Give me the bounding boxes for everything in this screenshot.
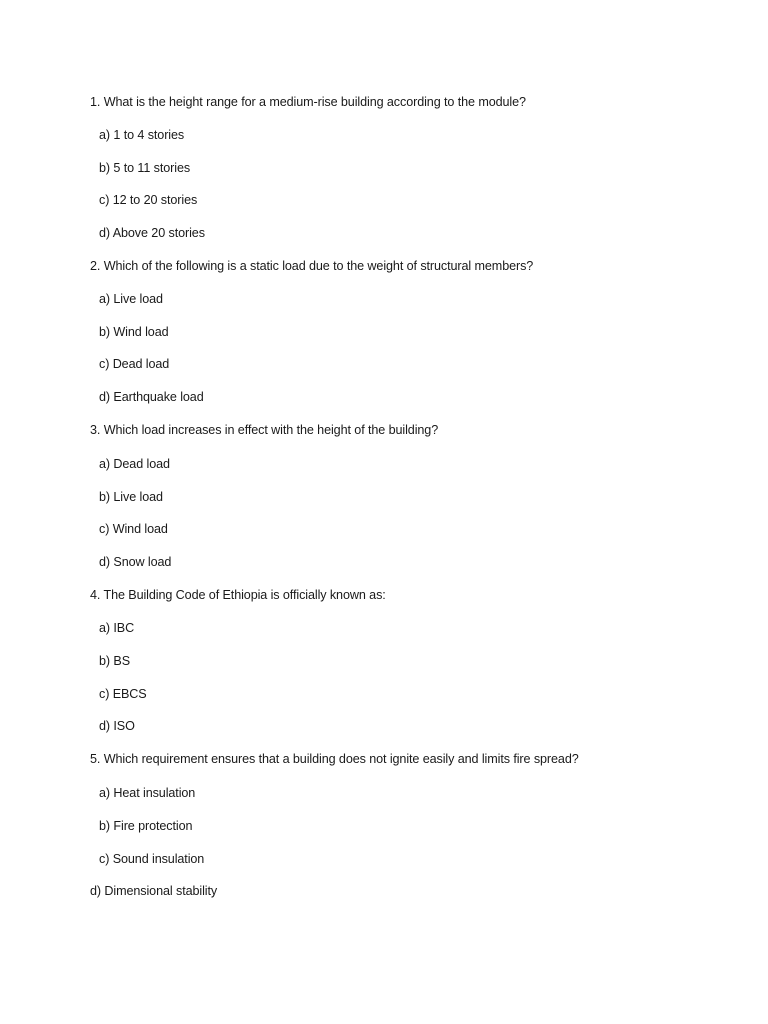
question-3-text: 3. Which load increases in effect with the height of the building? [90, 423, 439, 437]
question-3-option-a: a) Dead load [99, 457, 170, 471]
question-2-option-d: d) Earthquake load [99, 390, 204, 404]
question-5-option-b: b) Fire protection [99, 819, 193, 833]
question-5-option-d: d) Dimensional stability [90, 884, 218, 898]
question-4-text: 4. The Building Code of Ethiopia is officially known as: [90, 588, 386, 602]
question-2-option-a: a) Live load [99, 292, 163, 306]
question-2-option-c: c) Dead load [99, 357, 170, 371]
question-4-option-d: d) ISO [99, 719, 135, 733]
question-4-option-a: a) IBC [99, 621, 135, 635]
question-1-option-c: c) 12 to 20 stories [99, 193, 198, 207]
question-2-option-b: b) Wind load [99, 325, 169, 339]
question-2-text: 2. Which of the following is a static load due to the weight of structural members? [90, 259, 534, 273]
question-3-option-c: c) Wind load [99, 522, 168, 536]
question-5-option-a: a) Heat insulation [99, 786, 196, 800]
question-1-text: 1. What is the height range for a medium-rise building according to the module? [90, 95, 526, 109]
question-4-option-b: b) BS [99, 654, 130, 668]
question-5-text: 5. Which requirement ensures that a building does not ignite easily and limits fire spread? [90, 752, 579, 766]
question-4-option-c: c) EBCS [99, 687, 147, 701]
question-1-option-d: d) Above 20 stories [99, 226, 205, 240]
question-1-option-a: a) 1 to 4 stories [99, 128, 185, 142]
question-3-option-b: b) Live load [99, 490, 163, 504]
question-1-option-b: b) 5 to 11 stories [99, 161, 191, 175]
question-5-option-c: c) Sound insulation [99, 852, 205, 866]
question-3-option-d: d) Snow load [99, 555, 172, 569]
